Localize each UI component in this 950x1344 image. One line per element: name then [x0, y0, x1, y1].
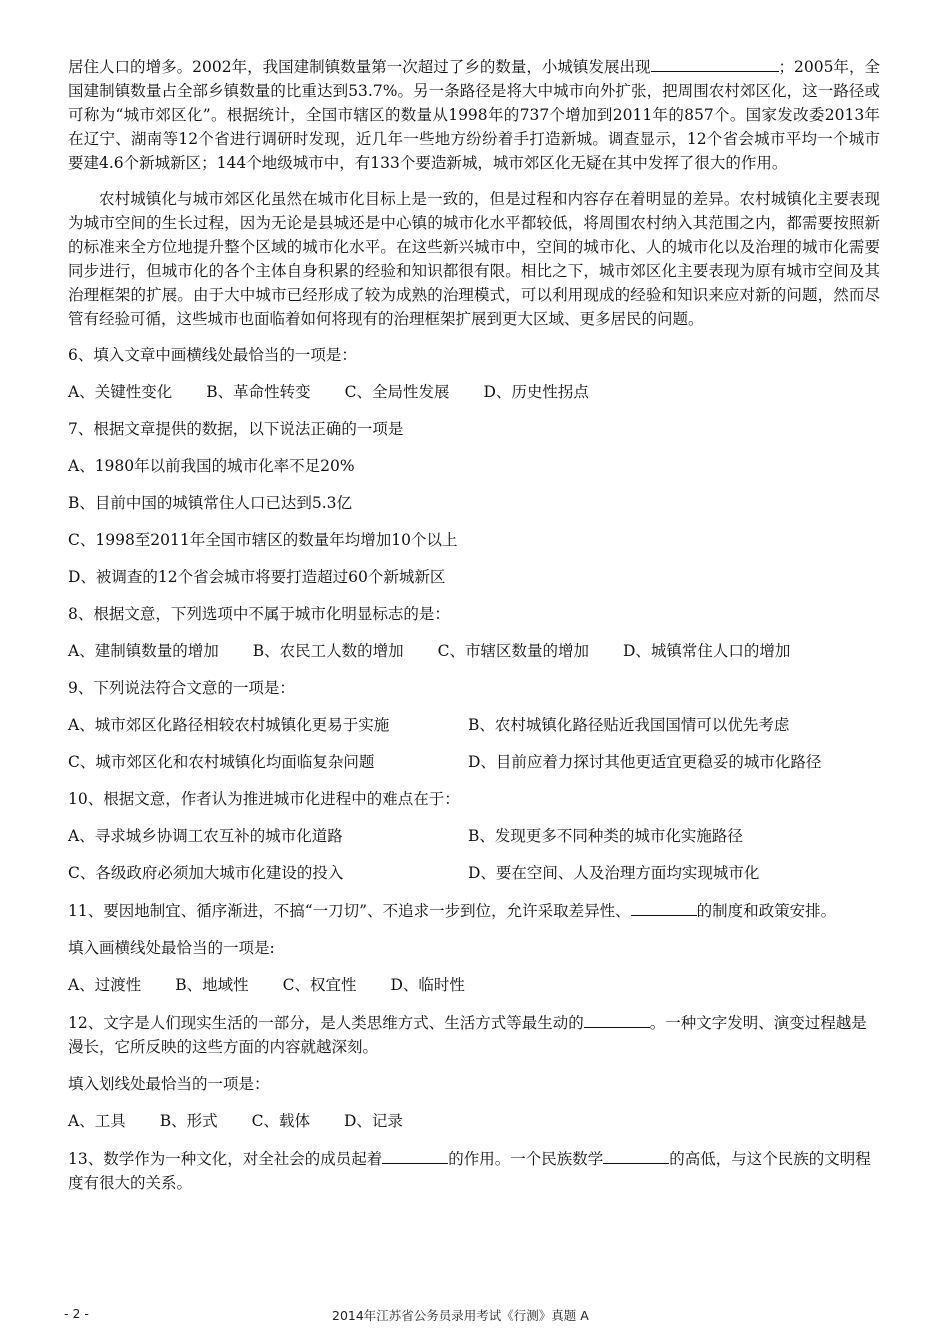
option-b[interactable]: B、农村城镇化路径贴近我国国情可以优先考虑 — [468, 716, 790, 734]
footer-title: 2014年江苏省公务员录用考试《行测》真题 A — [332, 1308, 589, 1323]
option-b[interactable]: B、发现更多不同种类的城市化实施路径 — [468, 827, 743, 845]
passage-paragraph-1 — [68, 54, 880, 175]
option-row — [68, 1109, 880, 1133]
question-stem: 9、下列说法符合文意的一项是： — [68, 679, 295, 697]
answer-blank — [631, 898, 697, 916]
question-prompt: 填入画横线处最恰当的一项是: — [68, 939, 275, 957]
question-stem — [68, 898, 880, 923]
option-row — [68, 973, 880, 997]
passage-paragraph-2: 农村城镇化与城市郊区化虽然在城市化目标上是一致的，但是过程和内容存在着明显的差异。农村城镇化主要表现为城市空间的生长过程，因为无论是县城还是中心镇的城市化水平都较低，将周围农村纳入其范围之内，都需要按照新的标准来全方位地提升整个区域的城市化水平。在这些新兴城市中，空间的城市化、人的城市化以及治理的城市化需要同步进行，但城市化的各个主体自身积累的经验和知识都很有限。相比之下，城市郊区化主要表现为原有城市空间及其治理框架的扩展。由于大中城市已经形成了较为成熟的治理模式，可以利用现成的经验和知识来应对新的问题，然而尽管有经验可循，这些城市也面临着如何将现有的治理框架扩展到更大区域、更多居民的问题。 — [68, 190, 880, 328]
option-b[interactable]: B、地域性 — [175, 976, 249, 994]
question-stem: 8、根据文意，下列选项中不属于城市化明显标志的是： — [68, 605, 450, 623]
stem-text: 12、文字是人们现实生活的一部分，是人类思维方式、生活方式等最生动的 — [68, 1014, 584, 1032]
option-d[interactable]: D、被调查的12个省会城市将要打造超过60个新城新区 — [68, 568, 446, 586]
question-6 — [68, 343, 880, 404]
option-b[interactable]: B、目前中国的城镇常住人口已达到5.3亿 — [68, 494, 353, 512]
stem-text: 。一种文字发明、演变过程越是漫长，它所反映的这些方面的内容就越深刻。 — [68, 1014, 867, 1056]
question-prompt: 填入划线处最恰当的一项是： — [68, 1075, 270, 1093]
option-d[interactable]: D、历史性拐点 — [483, 383, 589, 401]
option-b[interactable]: B、农民工人数的增加 — [252, 642, 404, 660]
option-d[interactable]: D、记录 — [343, 1112, 403, 1130]
option-c[interactable]: C、城市郊区化和农村城镇化均面临复杂问题 — [68, 753, 375, 771]
option-c[interactable]: C、全局性发展 — [344, 383, 450, 401]
question-9 — [68, 676, 880, 774]
option-a[interactable]: A、工具 — [68, 1112, 126, 1130]
question-stem: 7、根据文章提供的数据，以下说法正确的一项是 — [68, 420, 404, 438]
question-13 — [68, 1146, 880, 1195]
option-d[interactable]: D、城镇常住人口的增加 — [622, 642, 791, 660]
stem-text: 的作用。一个民族数学 — [448, 1150, 604, 1168]
option-b[interactable]: B、革命性转变 — [206, 383, 311, 401]
stem-text: 的制度和政策安排。 — [696, 902, 837, 920]
option-a[interactable]: A、关键性变化 — [68, 383, 173, 401]
option-a[interactable]: A、建制镇数量的增加 — [68, 642, 219, 660]
option-c[interactable]: C、权宜性 — [282, 976, 357, 994]
option-c[interactable]: C、各级政府必须加大城市化建设的投入 — [68, 864, 344, 882]
option-row — [68, 750, 880, 774]
question-stem — [68, 1146, 880, 1195]
option-row — [68, 639, 880, 663]
answer-blank — [584, 1010, 650, 1028]
option-d[interactable]: D、临时性 — [390, 976, 465, 994]
option-a[interactable]: A、1980年以前我国的城市化率不足20% — [68, 457, 355, 475]
option-a[interactable]: A、城市郊区化路径相较农村城镇化更易于实施 — [68, 716, 390, 734]
answer-blank — [603, 1146, 669, 1164]
option-b[interactable]: B、形式 — [159, 1112, 218, 1130]
option-c[interactable]: C、市辖区数量的增加 — [437, 642, 589, 660]
question-12 — [68, 1010, 880, 1133]
option-row — [68, 824, 880, 848]
option-c[interactable]: C、载体 — [251, 1112, 310, 1130]
question-stem: 10、根据文意，作者认为推进城市化进程中的难点在于： — [68, 790, 460, 808]
page-number: - 2 - — [64, 1306, 89, 1321]
passage-text: ；2005年，全国建制镇数量占全部乡镇数量的比重达到53.7%。另一条路径是将大中城市向外扩张，把周围农村郊区化，这一路径或可称为“城市郊区化”。根据统计，全国市辖区的数量从1998年的737个增加到2011年的857个。国家发改委2013年在辽宁、湖南等12个省进行调研时发现，近几年一些地方纷纷着手打造新城。调查显示，12个省会城市平均一个城市要建4.6个新城新区；144个地级城市中，有133个要造新城，城市郊区化无疑在其中发挥了很大的作用。 — [68, 58, 880, 172]
option-c[interactable]: C、1998至2011年全国市辖区的数量年均增加10个以上 — [68, 531, 458, 549]
question-8 — [68, 602, 880, 663]
option-a[interactable]: A、过渡性 — [68, 976, 142, 994]
option-d[interactable]: D、目前应着力探讨其他更适宜更稳妥的城市化路径 — [468, 753, 822, 771]
question-stem — [68, 1010, 880, 1059]
passage-text: 居住人口的增多。2002年，我国建制镇数量第一次超过了乡的数量，小城镇发展出现 — [68, 58, 651, 76]
option-a[interactable]: A、寻求城乡协调工农互补的城市化道路 — [68, 827, 343, 845]
option-row — [68, 861, 880, 885]
document-body — [68, 54, 880, 1208]
stem-text: 11、要因地制宜、循序渐进，不搞“一刀切”、不追求一步到位，允许采取差异性、 — [68, 902, 631, 920]
question-11 — [68, 898, 880, 997]
stem-text: 13、数学作为一种文化，对全社会的成员起着 — [68, 1150, 383, 1168]
stem-text: 的高低，与这个民族的文明程度有很大的关系。 — [68, 1150, 871, 1192]
question-stem: 6、填入文章中画横线处最恰当的一项是： — [68, 346, 357, 364]
question-10 — [68, 787, 880, 885]
question-7 — [68, 417, 880, 589]
option-d[interactable]: D、要在空间、人及治理方面均实现城市化 — [468, 864, 760, 882]
option-row — [68, 713, 880, 737]
answer-blank — [382, 1146, 448, 1164]
answer-blank — [651, 54, 779, 72]
option-row — [68, 380, 880, 404]
